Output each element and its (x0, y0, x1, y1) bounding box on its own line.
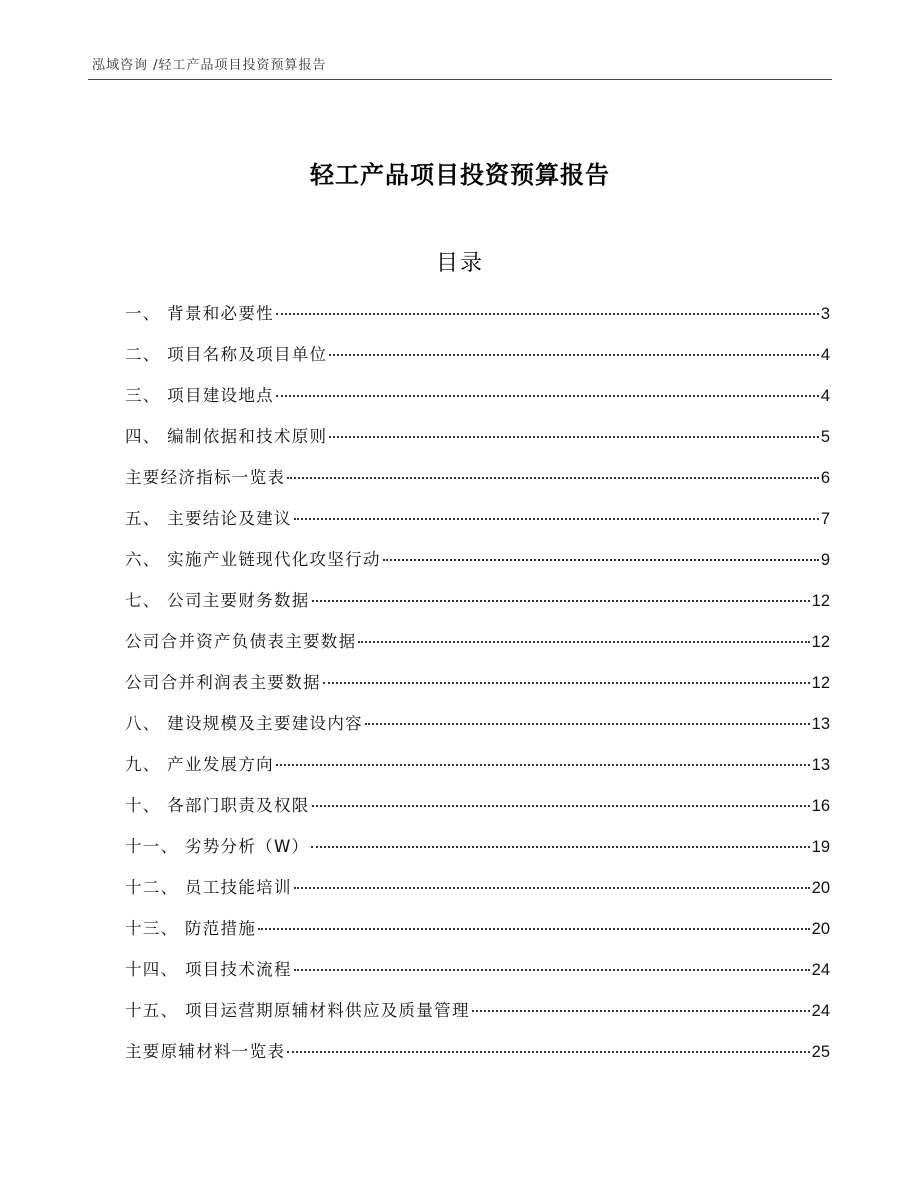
toc-page-number: 12 (811, 592, 830, 610)
toc-page-number: 20 (811, 879, 830, 897)
toc-leader-dots (329, 354, 818, 356)
toc-page-number: 24 (811, 1002, 830, 1020)
toc-entry-text: 二、 项目名称及项目单位 (125, 345, 328, 364)
toc-entry-text: 三、 项目建设地点 (125, 386, 274, 405)
toc-leader-dots (287, 1051, 809, 1053)
toc-entry[interactable] (125, 833, 830, 874)
toc-entry[interactable] (125, 423, 830, 464)
toc-leader-dots (329, 436, 818, 438)
toc-entry-text: 十二、 员工技能培训 (125, 878, 292, 897)
toc-leader-dots (365, 723, 810, 725)
toc-leader-dots (258, 928, 809, 930)
toc-leader-dots (294, 969, 810, 971)
toc-page-number: 6 (820, 469, 830, 487)
toc-leader-dots (276, 313, 819, 315)
toc-entry-text: 公司合并资产负债表主要数据 (125, 632, 357, 651)
toc-entry-text: 十、 各部门职责及权限 (125, 796, 310, 815)
toc-page-number: 4 (820, 387, 830, 405)
toc-leader-dots (294, 518, 819, 520)
toc-entry[interactable] (125, 300, 830, 341)
header-divider (88, 79, 832, 80)
toc-leader-dots (358, 641, 809, 643)
toc-entry[interactable] (125, 587, 830, 628)
toc-leader-dots (287, 477, 819, 479)
toc-entry-text: 一、 背景和必要性 (125, 304, 274, 323)
toc-page-number: 4 (820, 346, 830, 364)
toc-page-number: 19 (811, 838, 830, 856)
toc-leader-dots (311, 846, 809, 848)
toc-leader-dots (294, 887, 810, 889)
toc-page-number: 20 (811, 920, 830, 938)
toc-page-number: 12 (811, 633, 830, 651)
toc-entry-text: 十四、 项目技术流程 (125, 960, 292, 979)
toc-leader-dots (472, 1010, 810, 1012)
toc-leader-dots (276, 395, 819, 397)
toc-page-number: 3 (820, 305, 830, 323)
toc-entry-text: 七、 公司主要财务数据 (125, 591, 310, 610)
toc-page-number: 24 (811, 961, 830, 979)
table-of-contents (125, 300, 830, 1079)
toc-entry[interactable] (125, 382, 830, 423)
toc-page-number: 25 (811, 1043, 830, 1061)
toc-entry[interactable] (125, 915, 830, 956)
toc-leader-dots (383, 559, 819, 561)
toc-entry[interactable] (125, 792, 830, 833)
running-header: 泓域咨询 /轻工产品项目投资预算报告 (92, 58, 327, 73)
toc-leader-dots (312, 600, 810, 602)
toc-leader-dots (276, 764, 810, 766)
document-title: 轻工产品项目投资预算报告 (310, 161, 610, 189)
toc-heading: 目录 (435, 251, 484, 276)
toc-page-number: 5 (820, 428, 830, 446)
toc-entry-text: 公司合并利润表主要数据 (125, 673, 321, 692)
toc-page-number: 12 (811, 674, 830, 692)
toc-page-number: 13 (811, 715, 830, 733)
toc-entry-text: 主要原辅材料一览表 (125, 1042, 286, 1061)
toc-entry-text: 六、 实施产业链现代化攻坚行动 (125, 550, 381, 569)
toc-entry-text: 十五、 项目运营期原辅材料供应及质量管理 (125, 1001, 470, 1020)
toc-entry-text: 九、 产业发展方向 (125, 755, 274, 774)
toc-entry-text: 十三、 防范措施 (125, 919, 257, 938)
toc-entry[interactable] (125, 874, 830, 915)
toc-page-number: 13 (811, 756, 830, 774)
toc-entry[interactable] (125, 997, 830, 1038)
toc-entry[interactable] (125, 669, 830, 710)
toc-page-number: 7 (820, 510, 830, 528)
toc-entry-text: 四、 编制依据和技术原则 (125, 427, 328, 446)
toc-entry[interactable] (125, 341, 830, 382)
toc-entry[interactable] (125, 956, 830, 997)
toc-entry[interactable] (125, 628, 830, 669)
toc-entry[interactable] (125, 1038, 830, 1079)
toc-page-number: 9 (820, 551, 830, 569)
toc-entry[interactable] (125, 710, 830, 751)
toc-leader-dots (312, 805, 810, 807)
toc-entry[interactable] (125, 751, 830, 792)
toc-entry[interactable] (125, 464, 830, 505)
toc-leader-dots (323, 682, 810, 684)
toc-entry-text: 主要经济指标一览表 (125, 468, 286, 487)
toc-entry-text: 八、 建设规模及主要建设内容 (125, 714, 363, 733)
toc-entry-text: 五、 主要结论及建议 (125, 509, 292, 528)
toc-page-number: 16 (811, 797, 830, 815)
toc-entry[interactable] (125, 546, 830, 587)
toc-entry[interactable] (125, 505, 830, 546)
toc-entry-text: 十一、 劣势分析（W） (125, 837, 310, 856)
